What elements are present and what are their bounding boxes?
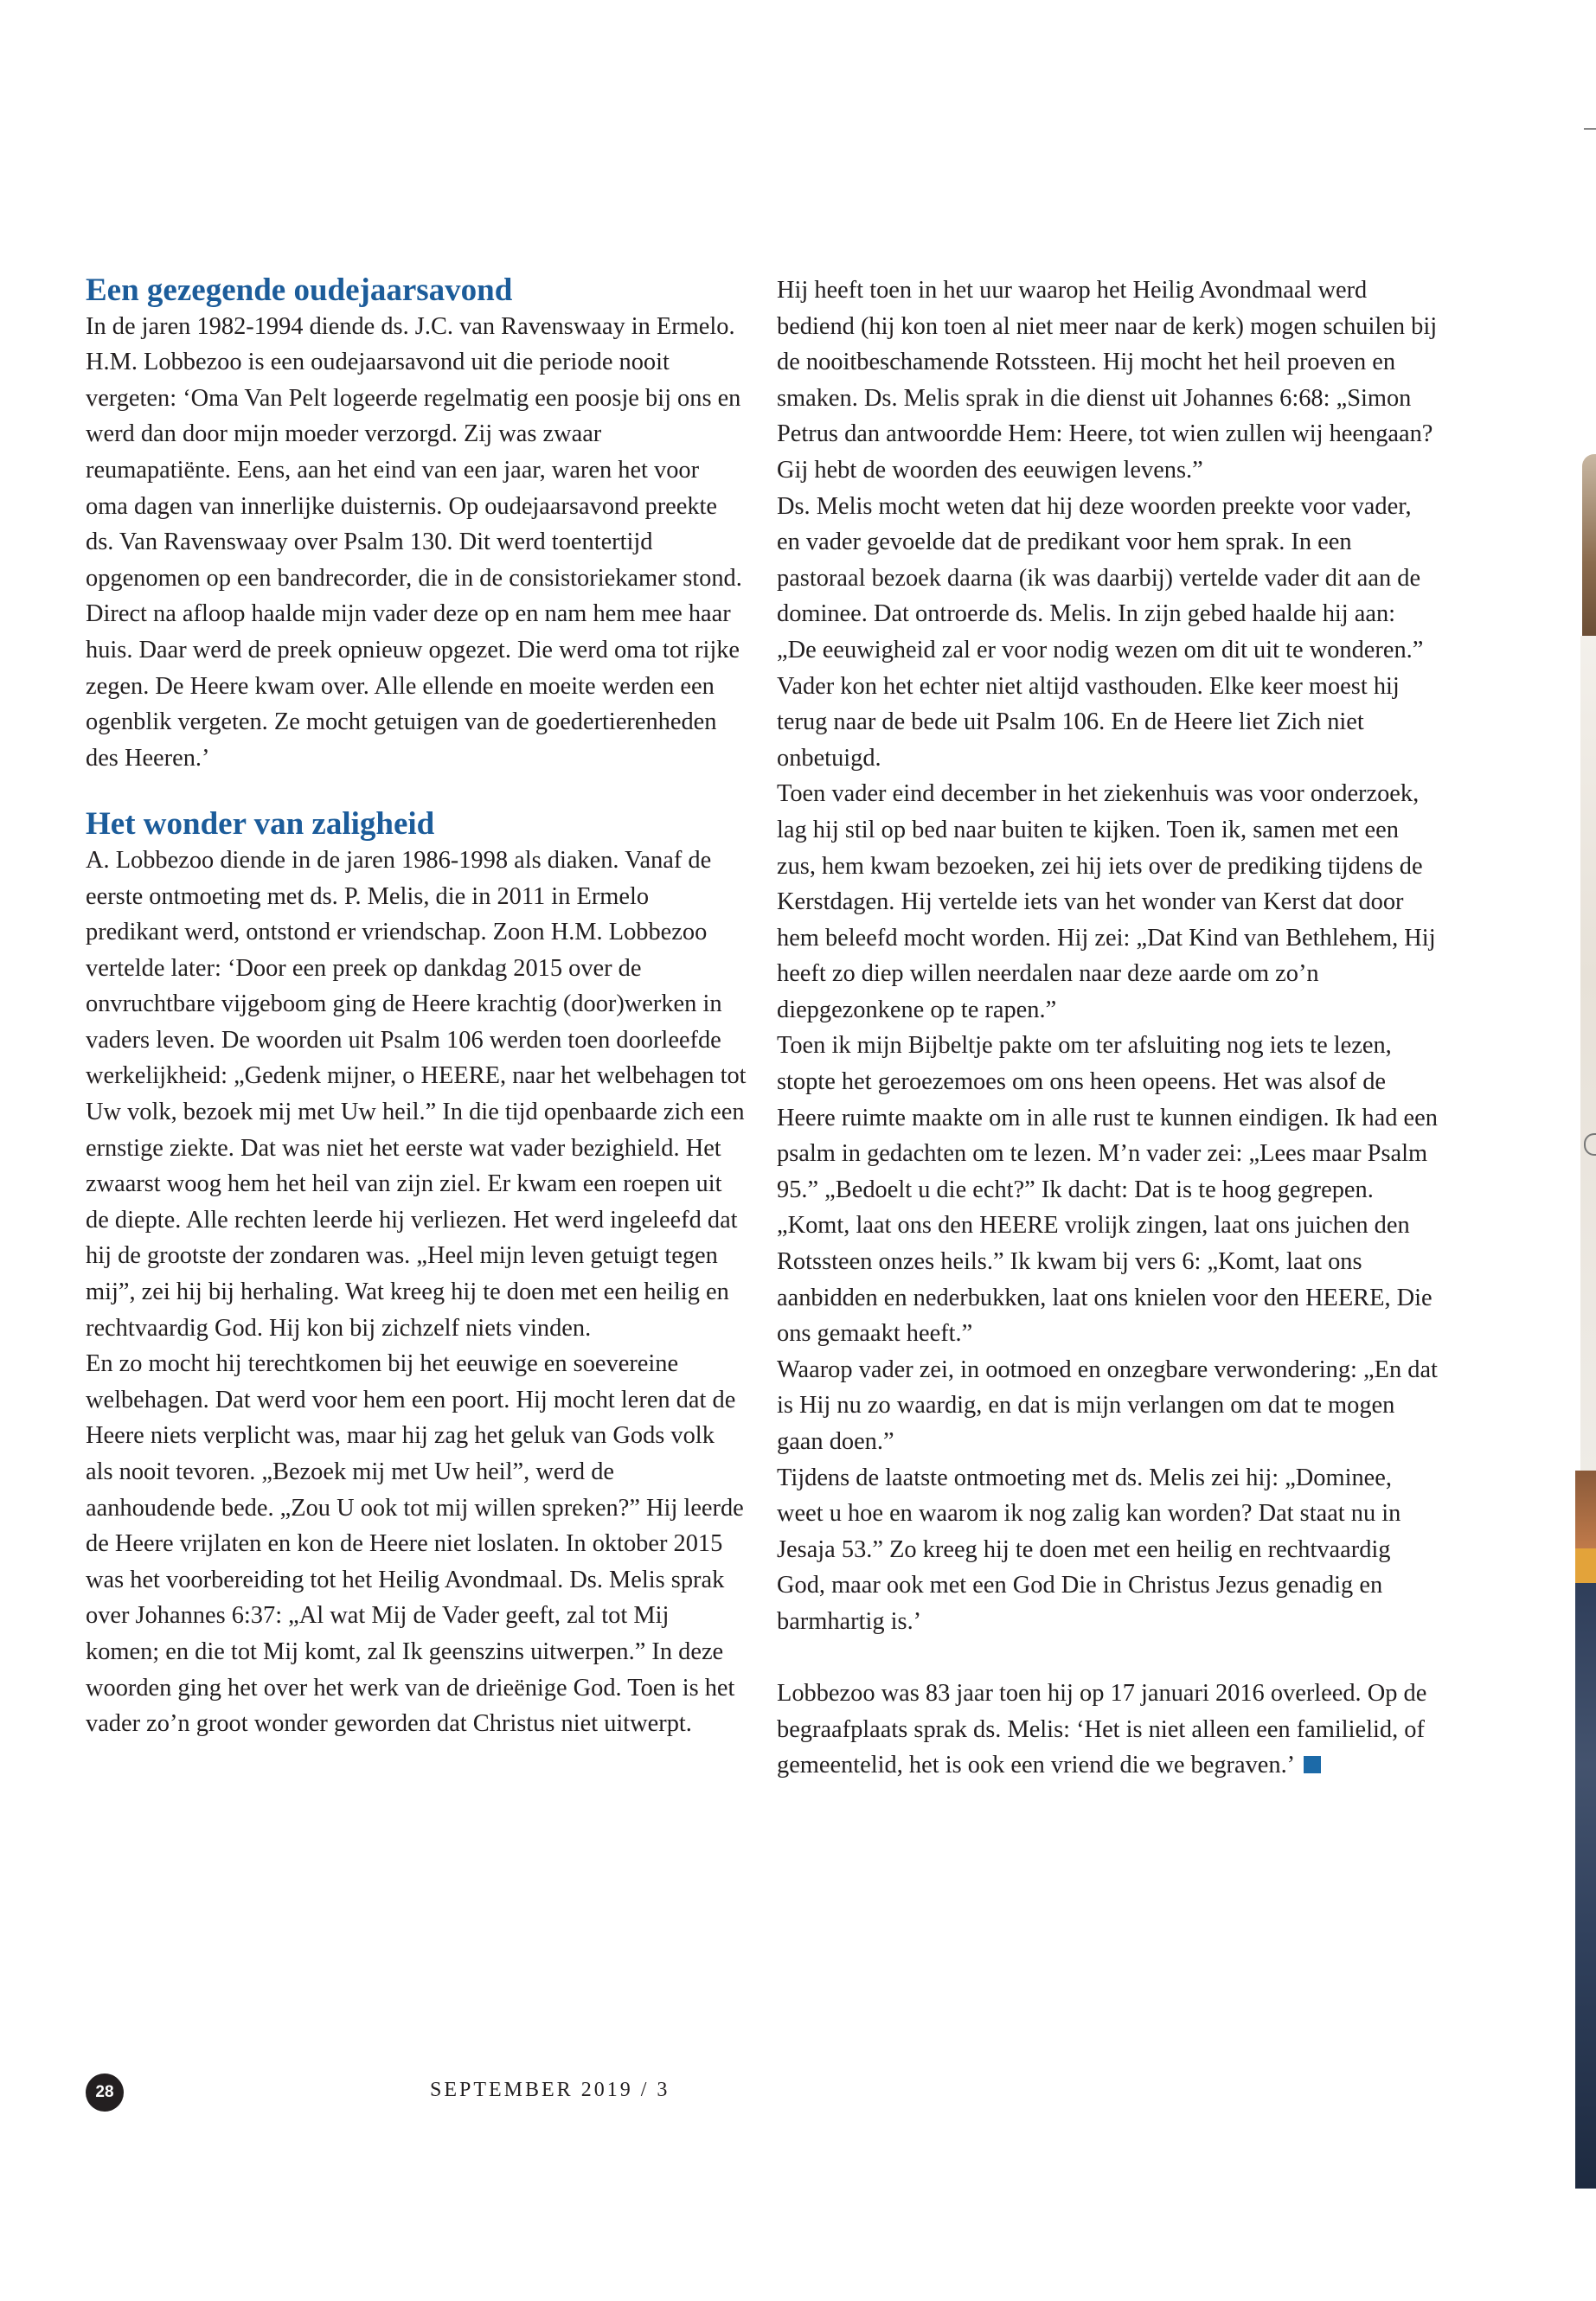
adjacent-page-margin <box>1575 2189 1596 2301</box>
section-heading-oudejaarsavond: Een gezegende oudejaarsavond <box>86 272 513 308</box>
paragraph: Ds. Melis mocht weten dat hij deze woorden preekte voor vader, en vader gevoelde dat de predikant voor hem sprak. In een pastoraal bezoek daarna (ik was daarbij) vertelde vader dit aan de dominee. Dat ontroerde ds. Melis. In zijn gebed haalde hij aan: „De eeuwigheid zal er voor nodig wezen om dit uit te wonderen.” <box>777 492 1424 663</box>
end-of-article-square-icon <box>1304 1756 1321 1773</box>
paragraph: Hij heeft toen in het uur waarop het Heilig Avondmaal werd bediend (hij kon toen al niet meer naar de kerk) mogen schuilen bij de nooitbeschamende Rotssteen. Hij mocht het heil proeven en smaken. Ds. Melis sprak in die dienst uit Johannes 6:68: „Simon Petrus dan antwoordde Hem: Heere, tot wien zullen wij heengaan? Gij hebt de woorden des eeuwigen levens.” <box>777 277 1438 484</box>
adjacent-photo-fragment <box>1575 1548 1596 1583</box>
paragraph: Toen vader eind december in het ziekenhuis was voor onderzoek, lag hij stil op bed naar buiten te kijken. Toen ik, samen met een zus, hem kwam bezoeken, zei hij iets over de prediking tijdens de Kerstdagen. Hij vertelde iets van het wonder van Kerst dat door hem beleefd mocht worden. Hij zei: „Dat Kind van Bethlehem, Hij heeft zo diep willen neerdalen naar deze aarde om zo’n diepgezonkene op te rapen.” <box>777 780 1436 1023</box>
section-heading-wonder-van-zaligheid: Het wonder van zaligheid <box>86 806 435 843</box>
page-number-badge: 28 <box>86 2073 124 2112</box>
paragraph: A. Lobbezoo diende in de jaren 1986-1998 als diaken. Vanaf de eerste ontmoeting met ds. P. Melis, die in 2011 in Ermelo predikant werd, ontstond er vriendschap. Zoon H.M. Lobbezoo vertelde later: ‘Door een preek op dankdag 2015 over de onvruchtbare vijgeboom ging de Heere krachtig (door)werken in vaders leven. De woorden uit Psalm 106 werden toen doorleefde werkelijkheid: „Gedenk mijner, o HEERE, naar het welbehagen tot Uw volk, bezoek mij met Uw heil.” In die tijd openbaarde zich een ernstige ziekte. Dat was niet het eerste wat vader bezighield. Het zwaarst woog hem het heil van zijn ziel. Er kwam een roepen uit de diepte. Alle rechten leerde hij verliezen. Het werd ingeleefd dat hij de grootste der zondaren was. „Heel mijn leven getuigt tegen mij”, zei hij bij herhaling. Wat kreeg hij te doen met een heilig en rechtvaardig God. Hij kon bij zichzelf niets vinden. <box>86 846 747 1342</box>
left-column <box>86 272 747 1742</box>
adjacent-photo-fragment <box>1582 454 1596 636</box>
crop-mark <box>1584 128 1596 130</box>
right-column <box>777 272 1439 1784</box>
paragraph: Vader kon het echter niet altijd vasthouden. Elke keer moest hij terug naar de bede uit Psalm 106. En de Heere liet Zich niet onbetuigd. <box>777 672 1400 772</box>
paragraph: In de jaren 1982-1994 diende ds. J.C. van Ravenswaay in Ermelo. H.M. Lobbezoo is een oudejaarsavond uit die periode nooit vergeten: ‘Oma Van Pelt logeerde regelmatig een poosje bij ons en werd dan door mijn moeder verzorgd. Zij was zwaar reumapatiënte. Eens, aan het eind van een jaar, waren het voor oma dagen van innerlijke duisternis. Op oudejaarsavond preekte ds. Van Ravenswaay over Psalm 130. Dit werd toentertijd opgenomen op een bandrecorder, die in de consistoriekamer stond. Direct na afloop haalde mijn vader deze op en nam hem mee haar huis. Daar werd de preek opnieuw opgezet. Die werd oma tot rijke zegen. De Heere kwam over. Alle ellende en moeite werden een ogenblik vergeten. Ze mocht getuigen van de goedertierenheden des Heeren.’ <box>86 312 742 772</box>
issue-footer: SEPTEMBER 2019 / 3 <box>430 2079 670 2101</box>
adjacent-photo-fragment <box>1580 636 1596 1484</box>
adjacent-photo-fragment <box>1575 1583 1596 2189</box>
paragraph: Toen ik mijn Bijbeltje pakte om ter afsluiting nog iets te lezen, stopte het geroezemoes om ons heen opeens. Het was alsof de Heere ruimte maakte om in alle rust te kunnen eindigen. Ik had een psalm in gedachten om te lezen. M’n vader zei: „Lees maar Psalm 95.” „Bedoelt u die echt?” Ik dacht: Dat is te hoog gegrepen. „Komt, laat ons den HEERE vrolijk zingen, laat ons juichen den Rotssteen onzes heils.” Ik kwam bij vers 6: „Komt, laat ons aanbidden en nederbukken, laat ons knielen voor den HEERE, Die ons gemaakt heeft.” <box>777 1032 1438 1348</box>
closing-paragraph <box>777 1676 1439 1784</box>
paragraph: En zo mocht hij terechtkomen bij het eeuwige en soevereine welbehagen. Dat werd voor hem een poort. Hij mocht leren dat de Heere niets verplicht was, maar hij zag het geluk van Gods volk als nooit tevoren. „Bezoek mij met Uw heil”, werd de aanhoudende bede. „Zou U ook tot mij willen spreken?” Hij leerde de Heere vrijlaten en kon de Heere niet loslaten. In oktober 2015 was het voorbereiding tot het Heilig Avondmaal. Ds. Melis sprak over Johannes 6:37: „Al wat Mij de Vader geeft, zal tot Mij komen; en die tot Mij komt, zal Ik geenszins uitwerpen.” In deze woorden ging het over het werk van de drieënige God. Toen is het vader zo’n groot wonder geworden dat Christus niet uitwerpt. <box>86 1350 744 1738</box>
adjacent-photo-fragment <box>1575 1471 1596 1548</box>
paragraph: Tijdens de laatste ontmoeting met ds. Melis zei hij: „Dominee, weet u hoe en waarom ik nog zalig kan worden? Dat staat nu in Jesaja 53.” Zo kreeg hij te doen met een heilig en rechtvaardig God, maar ook met een God Die in Christus Jezus genadig en barmhartig is.’ <box>777 1464 1401 1635</box>
paragraph: Waarop vader zei, in ootmoed en onzegbare verwondering: „En dat is Hij nu zo waardig, en dat is mijn verlangen om dat te mogen gaan doen.” <box>777 1356 1438 1455</box>
adjacent-page-edge <box>1575 0 1596 2301</box>
closing-text: Lobbezoo was 83 jaar toen hij op 17 januari 2016 overleed. Op de begraafplaats sprak ds. Melis: ‘Het is niet alleen een familielid, of gemeentelid, het is ook een vriend die we begraven.’ <box>777 1680 1427 1779</box>
